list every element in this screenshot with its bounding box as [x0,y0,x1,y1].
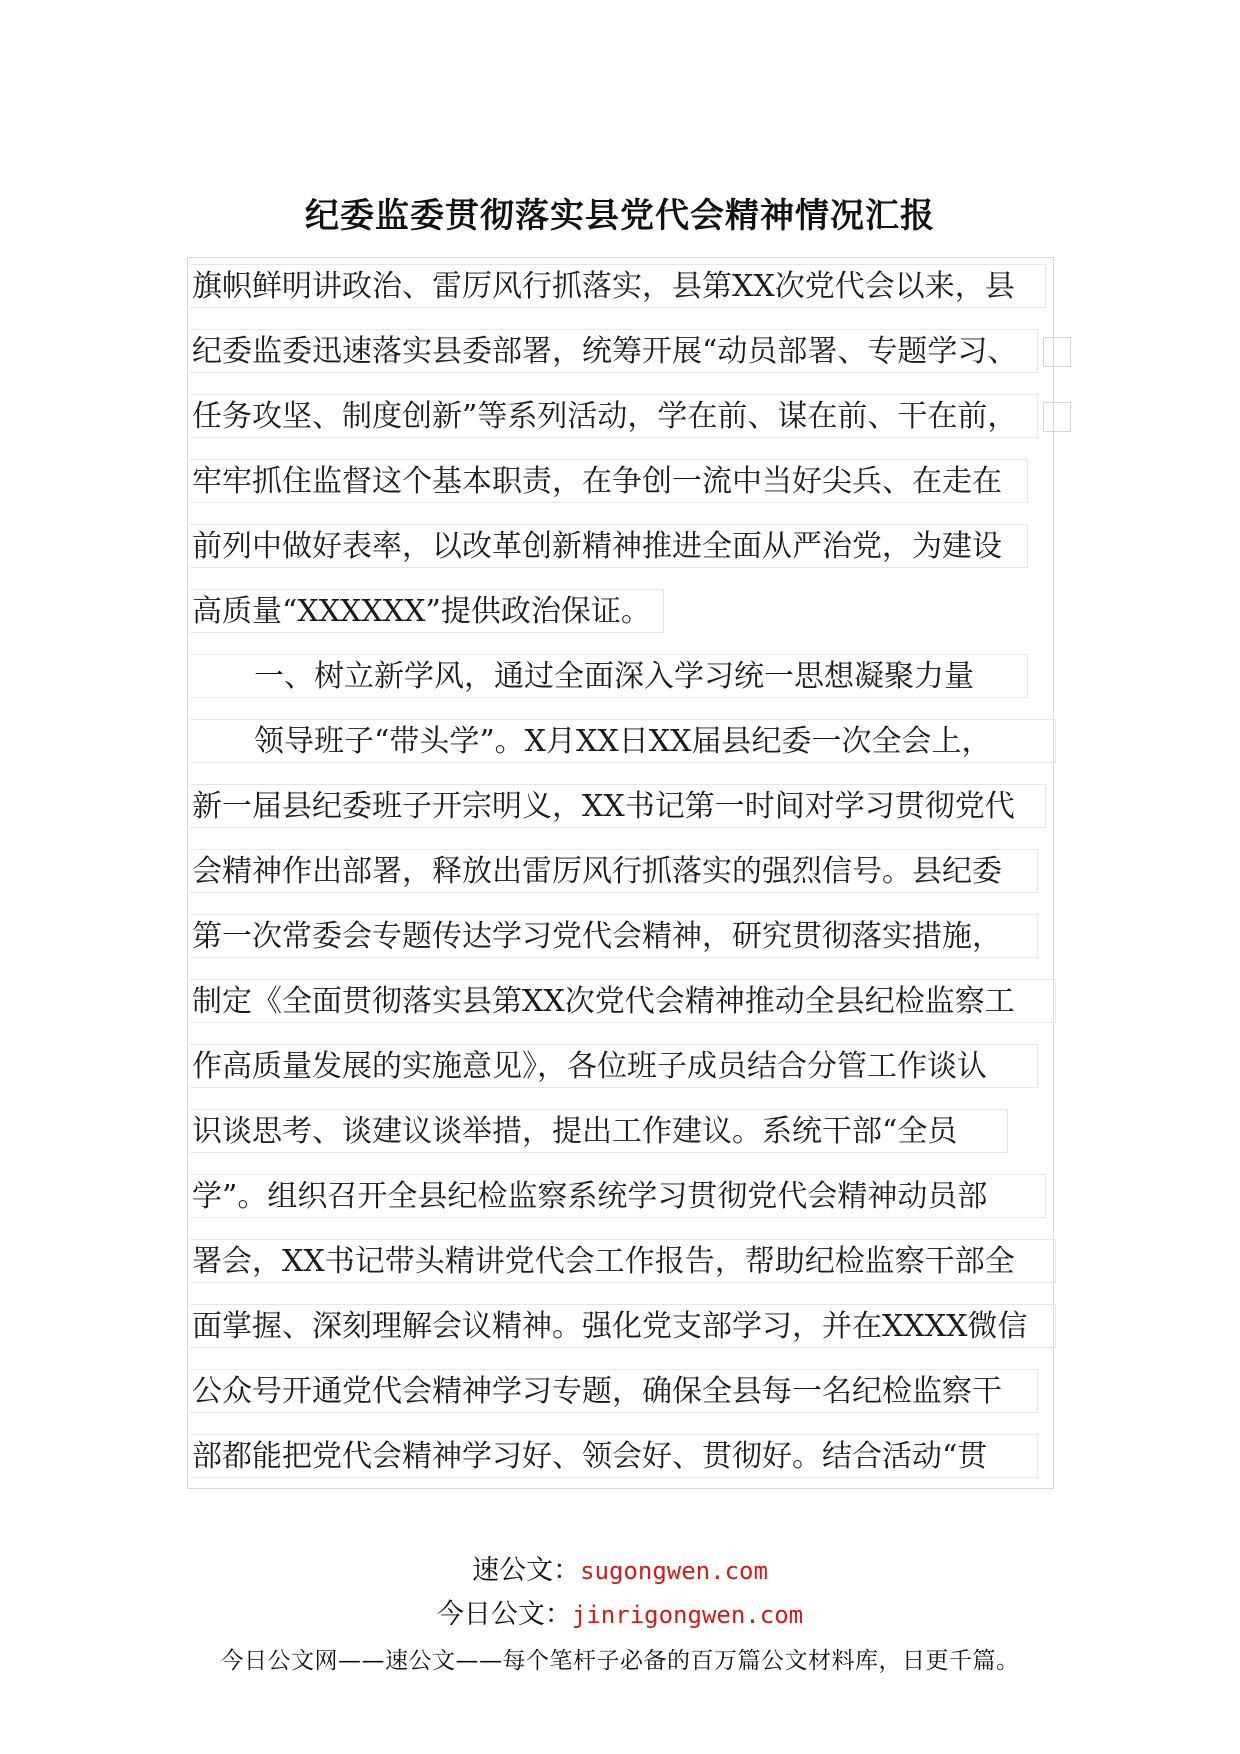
text-line: 任务攻坚、制度创新”等系列活动，学在前、谋在前、干在前， [190,394,1038,438]
section-heading: 一、树立新学风，通过全面深入学习统一思想凝聚力量 [190,654,1028,698]
text-line: 领导班子“带头学”。X月XX日XX届县纪委一次全会上， [190,719,1056,763]
footer-label-sugongwen: 速公文： [472,1555,581,1586]
margin-marker-box [1043,337,1071,367]
text-line: 高质量“XXXXXX”提供政治保证。 [190,589,664,633]
text-line: 学”。组织召开全县纪检监察系统学习贯彻党代会精神动员部 [190,1174,1046,1218]
text-line: 纪委监委迅速落实县委部署，统筹开展“动员部署、专题学习、 [190,329,1038,373]
footer-line-sugongwen [0,1548,1240,1587]
text-line: 部都能把党代会精神学习好、领会好、贯彻好。结合活动“贯 [190,1434,1038,1478]
text-line: 署会，XX书记带头精讲党代会工作报告，帮助纪检监察干部全 [190,1239,1056,1283]
text-line: 旗帜鲜明讲政治、雷厉风行抓落实，县第XX次党代会以来，县 [190,264,1046,308]
footer-slogan: 今日公文网——速公文——每个笔杆子必备的百万篇公文材料库，日更千篇。 [220,1648,1020,1674]
page-title: 纪委监委贯彻落实县党代会精神情况汇报 [305,196,935,236]
text-line: 面掌握、深刻理解会议精神。强化党支部学习，并在XXXX微信 [190,1304,1056,1348]
text-line: 公众号开通党代会精神学习专题，确保全县每一名纪检监察干 [190,1369,1038,1413]
margin-marker-box [1043,402,1071,432]
footer-link-jinrigongwen[interactable]: jinrigongwen.com [571,1601,804,1629]
footer-link-sugongwen[interactable]: sugongwen.com [580,1557,768,1585]
text-line: 牢牢抓住监督这个基本职责，在争创一流中当好尖兵、在走在 [190,459,1028,503]
text-line: 前列中做好表率，以改革创新精神推进全面从严治党，为建设 [190,524,1028,568]
text-line: 识谈思考、谈建议谈举措，提出工作建议。系统干部“全员 [190,1109,1008,1153]
text-line: 会精神作出部署，释放出雷厉风行抓落实的强烈信号。县纪委 [190,849,1038,893]
footer-label-jinrigongwen: 今日公文： [436,1599,572,1630]
footer-line-jinrigongwen [0,1592,1240,1631]
text-line: 作高质量发展的实施意见》，各位班子成员结合分管工作谈认 [190,1044,1038,1088]
text-line: 新一届县纪委班子开宗明义，XX书记第一时间对学习贯彻党代 [190,784,1046,828]
text-line: 制定《全面贯彻落实县第XX次党代会精神推动全县纪检监察工 [190,979,1056,1023]
text-line: 第一次常委会专题传达学习党代会精神，研究贯彻落实措施， [190,914,1038,958]
